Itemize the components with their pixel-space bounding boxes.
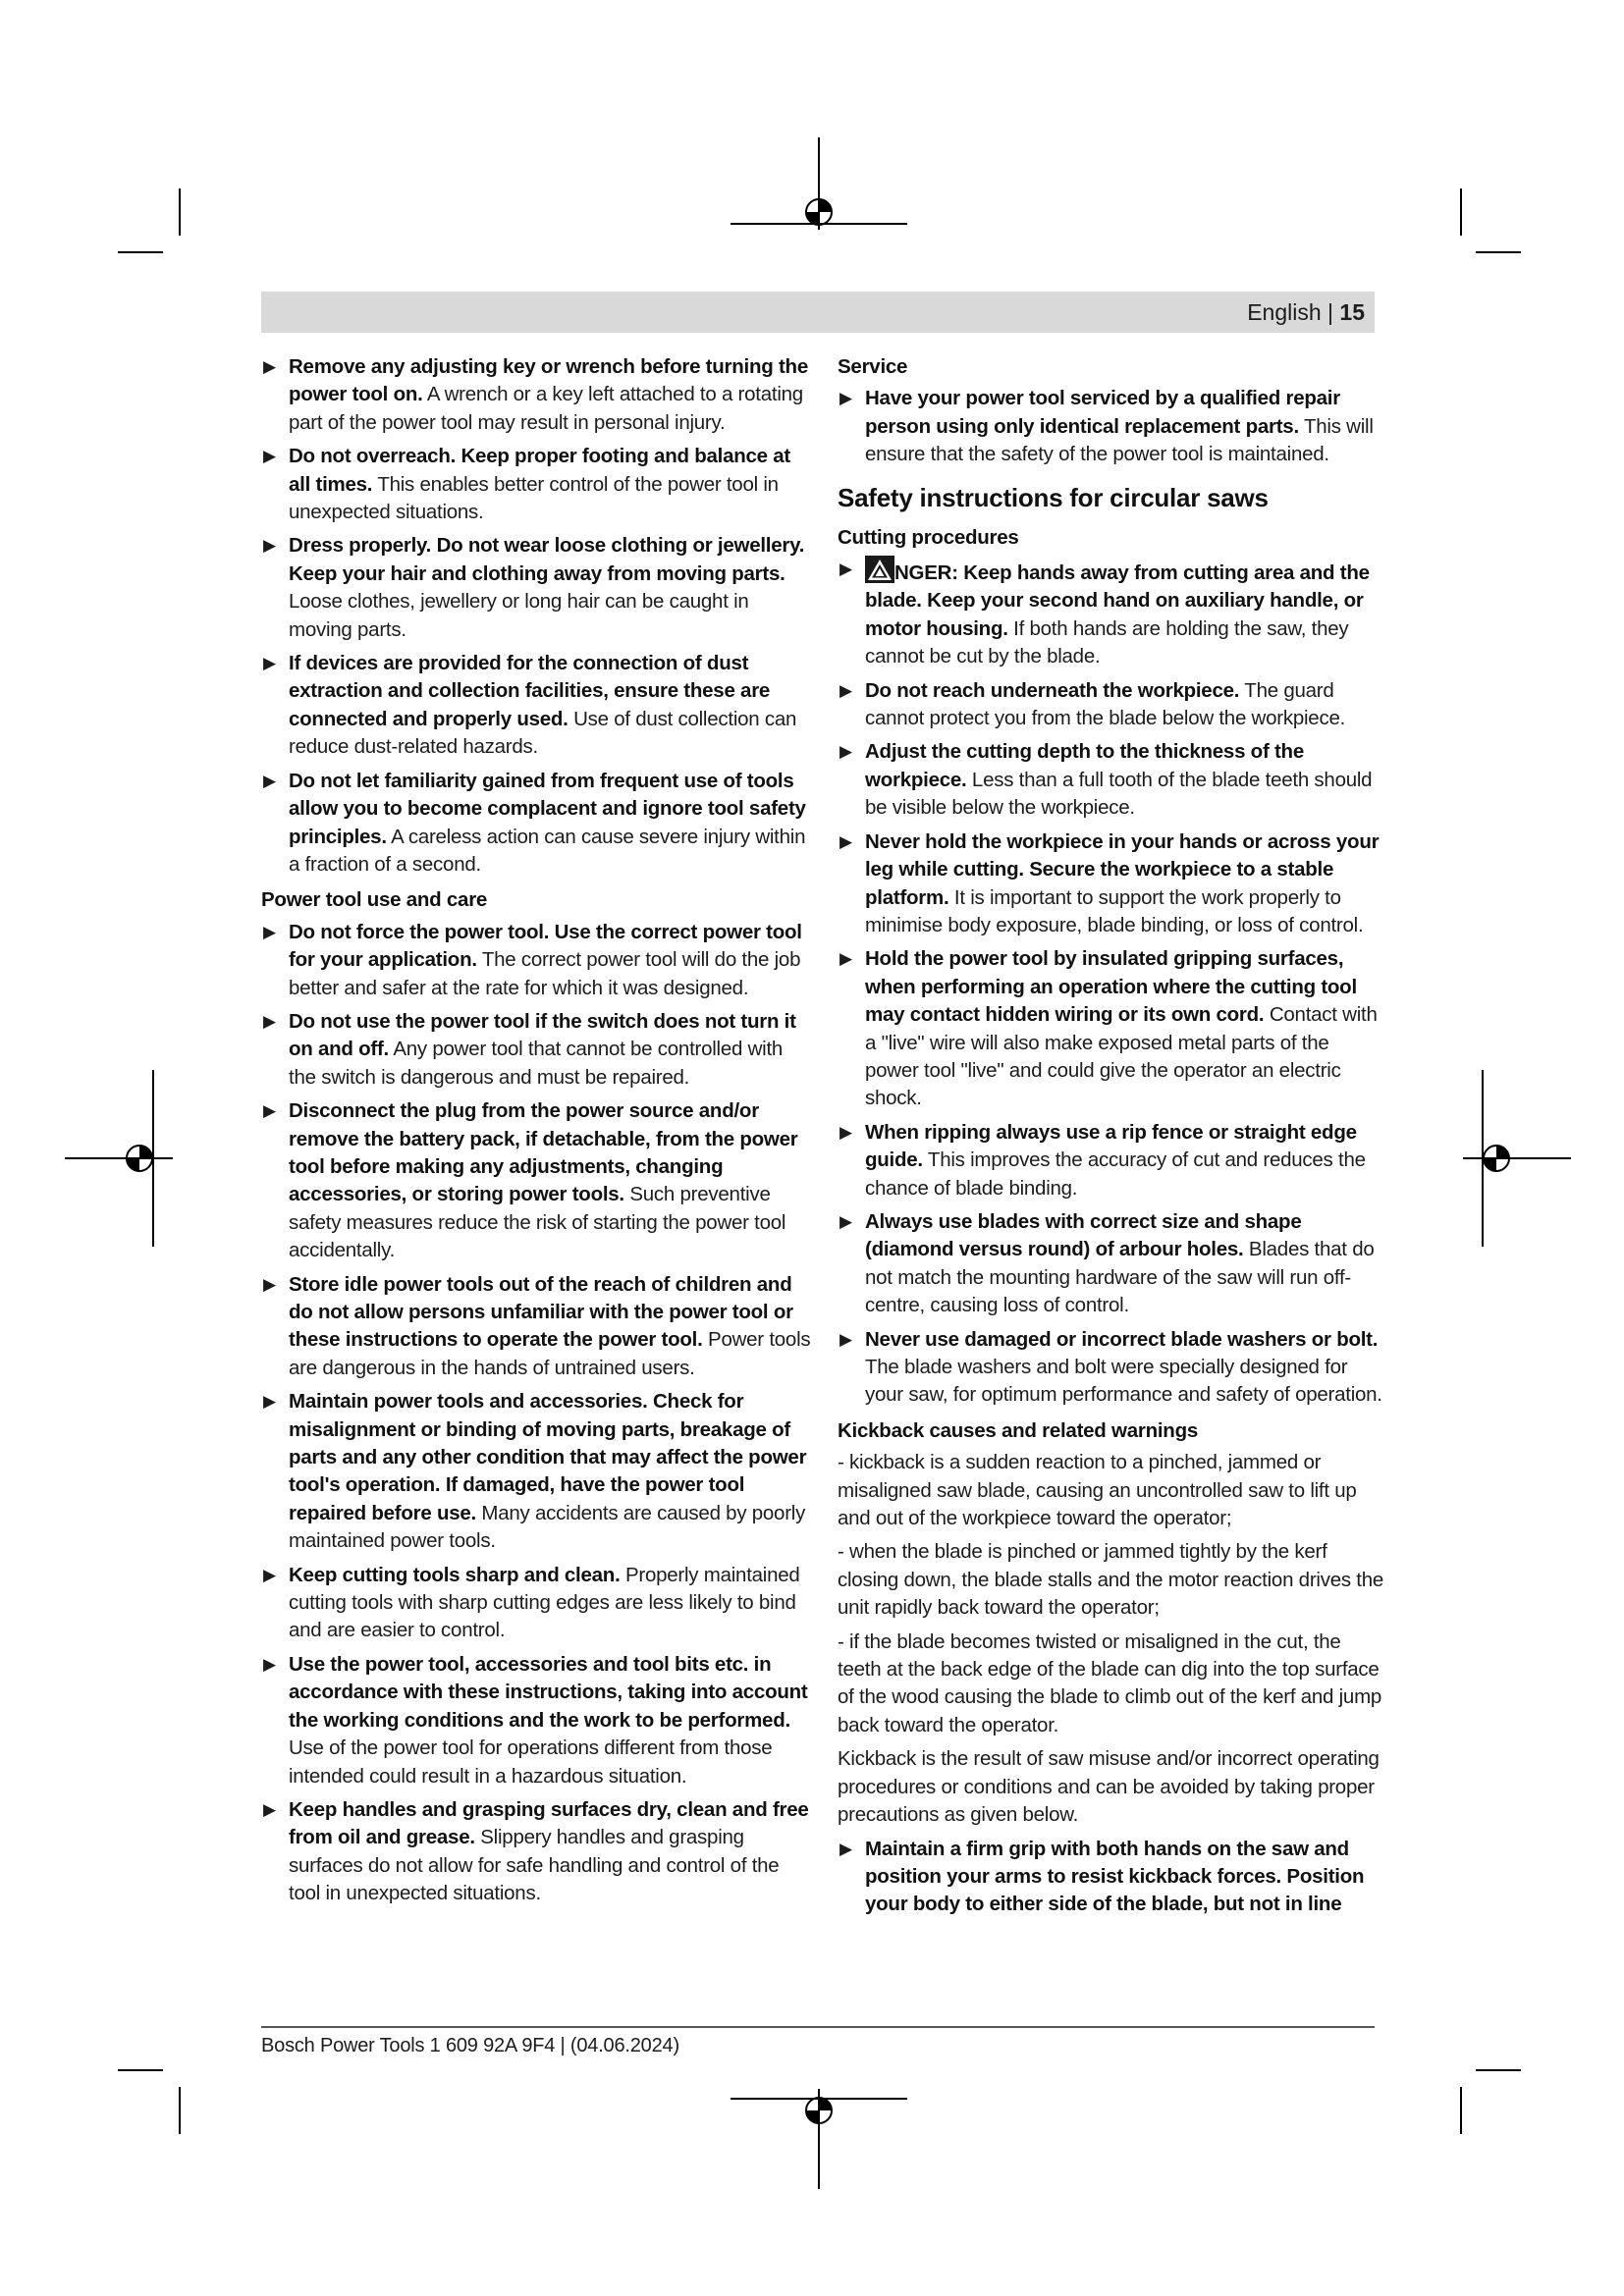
danger-item bbox=[838, 556, 1385, 671]
service-items bbox=[838, 385, 1385, 468]
list-item bbox=[261, 1562, 811, 1645]
crop-mark bbox=[179, 188, 181, 236]
bullet-arrow-icon: ▶ bbox=[263, 1011, 276, 1031]
registration-mark-icon bbox=[731, 137, 907, 241]
crop-mark bbox=[1476, 251, 1521, 253]
bullet-arrow-icon: ▶ bbox=[839, 560, 852, 579]
header-text: English | 15 bbox=[1247, 299, 1365, 325]
bullet-arrow-icon: ▶ bbox=[839, 1122, 852, 1142]
list-item bbox=[261, 353, 811, 437]
item-text: The guard cannot protect you from the blade below the workpiece. bbox=[865, 678, 1346, 730]
bullet-arrow-icon: ▶ bbox=[263, 1799, 276, 1819]
kickback-paragraphs bbox=[838, 1449, 1385, 1829]
item-text: This will ensure that the safety of the power tool is maintained. bbox=[865, 414, 1374, 466]
crop-mark bbox=[118, 251, 163, 253]
list-item bbox=[261, 919, 811, 1002]
item-bold-text: Do not force the power tool. Use the correct power tool for your application. bbox=[289, 920, 802, 972]
bullet-arrow-icon: ▶ bbox=[263, 447, 276, 466]
list-item bbox=[838, 1119, 1385, 1202]
list-item bbox=[838, 828, 1385, 940]
item-text: This enables better control of the power tool in unexpected situations. bbox=[289, 472, 779, 524]
crop-mark bbox=[1476, 2069, 1521, 2071]
list-item bbox=[261, 1796, 811, 1908]
list-item bbox=[838, 385, 1385, 468]
item-bold-text: Use the power tool, accessories and tool bits etc. in accordance with these instructions, taking into account the working conditions and the work to be performed. bbox=[289, 1652, 808, 1732]
item-text: Properly maintained cutting tools with sharp cutting edges are less likely to bind and are easier to control. bbox=[289, 1563, 800, 1642]
item-bold-text: If devices are provided for the connection of dust extraction and collection facilities, ensure these are connected and properly used. bbox=[289, 652, 771, 730]
item-bold-text: Hold the power tool by insulated gripping surfaces, when performing an operation where the cutting tool may contact hidden wiring or its own cord. bbox=[865, 947, 1357, 1027]
subheading-kickback: Kickback causes and related warnings bbox=[838, 1418, 1198, 1442]
item-text: Use of the power tool for operations different from those intended could result in a hazardous situation. bbox=[289, 1736, 773, 1788]
item-text: Loose clothes, jewellery or long hair can be caught in moving parts. bbox=[289, 590, 749, 641]
bullet-arrow-icon: ▶ bbox=[839, 1211, 852, 1231]
list-item bbox=[261, 532, 811, 644]
item-bold-text: Keep cutting tools sharp and clean. bbox=[289, 1563, 621, 1586]
item-bold-text: Do not use the power tool if the switch does not turn it on and off. bbox=[289, 1009, 796, 1061]
right-column bbox=[838, 353, 1385, 1925]
header-language: English bbox=[1247, 299, 1322, 325]
footer-text: Bosch Power Tools 1 609 92A 9F4 | (04.06.2024) bbox=[261, 2035, 679, 2056]
bullet-arrow-icon: ▶ bbox=[263, 1654, 276, 1674]
bullet-arrow-icon: ▶ bbox=[263, 536, 276, 556]
paragraph: - kickback is a sudden reaction to a pinched, jammed or misaligned saw blade, causing an uncontrolled saw to lift up and out of the workpiece toward the operator; bbox=[838, 1451, 1357, 1530]
item-text: Many accidents are caused by poorly maintained power tools. bbox=[289, 1501, 806, 1553]
item-text: Such preventive safety measures reduce the risk of starting the power tool accidentally. bbox=[289, 1183, 786, 1262]
page-number: 15 bbox=[1339, 299, 1365, 325]
item-bold-text: Maintain power tools and accessories. Check for misalignment or binding of moving parts, breakage of parts and any other condition that may affect the power tool's operation. If damaged, have the power tool repaired before use. bbox=[289, 1390, 807, 1524]
bullet-arrow-icon: ▶ bbox=[263, 654, 276, 673]
left-column bbox=[261, 353, 811, 1914]
bullet-arrow-icon: ▶ bbox=[263, 357, 276, 376]
list-item bbox=[838, 677, 1385, 733]
list-item bbox=[838, 945, 1385, 1112]
item-bold-text: Do not overreach. Keep proper footing and balance at all times. bbox=[289, 445, 790, 496]
subheading-cutting: Cutting procedures bbox=[838, 525, 1019, 549]
crop-mark bbox=[118, 2069, 163, 2071]
item-bold-text: Maintain a firm grip with both hands on the saw and position your arms to resist kickback forces. Position your body to either side of the blade, but not in line bbox=[865, 1837, 1365, 1916]
bullet-arrow-icon: ▶ bbox=[263, 1392, 276, 1412]
item-text: Use of dust collection can reduce dust-related hazards. bbox=[289, 707, 797, 759]
paragraph: - when the blade is pinched or jammed tightly by the kerf closing down, the blade stalls and the motor reaction drives the unit rapidly back toward the operator; bbox=[838, 1540, 1384, 1620]
list-item bbox=[261, 650, 811, 762]
bullet-arrow-icon: ▶ bbox=[839, 1839, 852, 1858]
bullet-arrow-icon: ▶ bbox=[263, 1101, 276, 1121]
cutting-items bbox=[838, 677, 1385, 1410]
item-text: The blade washers and bolt were specially designed for your saw, for optimum performance and safety of operation. bbox=[865, 1356, 1382, 1407]
item-bold-text: Never use damaged or incorrect blade washers or bolt. bbox=[865, 1327, 1379, 1351]
item-bold-text: Disconnect the plug from the power source and/or remove the battery pack, if detachable, from the power tool before making any adjustments, changing accessories, or storing power tools. bbox=[289, 1099, 798, 1206]
subheading-service: Service bbox=[838, 355, 908, 378]
item-bold-text: Store idle power tools out of the reach of children and do not allow persons unfamiliar with the power tool or these instructions to operate the power tool. bbox=[289, 1272, 793, 1352]
crop-mark bbox=[179, 2087, 181, 2134]
list-item bbox=[261, 1651, 811, 1790]
danger-bold: NGER: Keep hands away from cutting area and the blade. Keep your second hand on auxiliary handle, or motor housing. bbox=[865, 561, 1370, 640]
item-text: Power tools are dangerous in the hands of untrained users. bbox=[289, 1328, 811, 1379]
item-text: It is important to support the work properly to minimise body exposure, blade binding, or loss of control. bbox=[865, 885, 1364, 936]
item-bold-text: Dress properly. Do not wear loose clothing or jewellery. Keep your hair and clothing away from moving parts. bbox=[289, 534, 805, 585]
registration-mark-icon bbox=[65, 1070, 173, 1247]
item-bold-text: When ripping always use a rip fence or straight edge guide. bbox=[865, 1120, 1357, 1172]
crop-mark bbox=[1460, 188, 1462, 236]
last-items bbox=[838, 1836, 1385, 1919]
item-bold-text: Never hold the workpiece in your hands or across your leg while cutting. Secure the workpiece to a stable platform. bbox=[865, 829, 1380, 909]
page-header bbox=[261, 292, 1375, 333]
item-bold-text: Always use blades with correct size and shape (diamond versus round) of arbour holes. bbox=[865, 1209, 1302, 1261]
item-bold-text: Adjust the cutting depth to the thickness of the workpiece. bbox=[865, 740, 1304, 791]
list-item bbox=[838, 1208, 1385, 1320]
item-text: The correct power tool will do the job better and safer at the rate for which it was designed. bbox=[289, 948, 801, 999]
item-text: A careless action can cause severe injury within a fraction of a second. bbox=[289, 825, 806, 876]
item-bold-text: Keep handles and grasping surfaces dry, clean and free from oil and grease. bbox=[289, 1797, 809, 1849]
list-item bbox=[261, 1008, 811, 1092]
item-bold-text: Remove any adjusting key or wrench before turning the power tool on. bbox=[289, 355, 808, 406]
list-item bbox=[261, 443, 811, 526]
bullet-arrow-icon: ▶ bbox=[839, 389, 852, 408]
list-item bbox=[261, 1271, 811, 1383]
registration-mark-icon bbox=[731, 2081, 907, 2189]
list-item bbox=[838, 738, 1385, 822]
bullet-arrow-icon: ▶ bbox=[263, 1565, 276, 1584]
item-text: Less than a full tooth of the blade teeth should be visible below the workpiece. bbox=[865, 768, 1373, 820]
list-item bbox=[261, 1097, 811, 1264]
item-bold-text: Do not reach underneath the workpiece. bbox=[865, 678, 1240, 702]
registration-mark-icon bbox=[1463, 1070, 1571, 1247]
bullet-arrow-icon: ▶ bbox=[263, 922, 276, 941]
item-bold-text: Have your power tool serviced by a qualified repair person using only identical replacement parts. bbox=[865, 387, 1340, 438]
danger-text: If both hands are holding the saw, they cannot be cut by the blade. bbox=[865, 616, 1349, 668]
item-bold-text: Do not let familiarity gained from frequent use of tools allow you to become complacent and ignore tool safety principles. bbox=[289, 769, 806, 848]
bullet-arrow-icon: ▶ bbox=[839, 742, 852, 762]
bullet-arrow-icon: ▶ bbox=[263, 1274, 276, 1294]
list-item bbox=[838, 1836, 1385, 1919]
list-item bbox=[838, 1326, 1385, 1410]
paragraph: - if the blade becomes twisted or misaligned in the cut, the teeth at the back edge of the blade can dig into the top surface of the wood causing the blade to climb out of the kerf and jump back toward the operator. bbox=[838, 1629, 1382, 1736]
item-text: Any power tool that cannot be controlled with the switch is dangerous and must be repaired. bbox=[289, 1038, 784, 1089]
item-text: This improves the accuracy of cut and reduces the chance of blade binding. bbox=[865, 1148, 1366, 1200]
list-item bbox=[261, 768, 811, 880]
item-text: Contact with a "live" wire will also make exposed metal parts of the power tool "live" and could give the operator an electric shock. bbox=[865, 1003, 1378, 1110]
bullet-arrow-icon: ▶ bbox=[839, 831, 852, 851]
paragraph: Kickback is the result of saw misuse and/or incorrect operating procedures or conditions and can be avoided by taking proper precautions as given below. bbox=[838, 1747, 1380, 1827]
warning-icon bbox=[865, 556, 894, 583]
section-title: Safety instructions for circular saws bbox=[838, 482, 1269, 512]
left-items-care bbox=[261, 919, 811, 1908]
subheading-power-tool-use: Power tool use and care bbox=[261, 888, 488, 912]
list-item bbox=[261, 1388, 811, 1555]
bullet-arrow-icon: ▶ bbox=[839, 1329, 852, 1349]
footer-divider bbox=[261, 2026, 1375, 2028]
crop-mark bbox=[1460, 2087, 1462, 2134]
item-text: Slippery handles and grasping surfaces do not allow for safe handling and control of the tool in unexpected situations. bbox=[289, 1826, 780, 1905]
bullet-arrow-icon: ▶ bbox=[839, 680, 852, 700]
bullet-arrow-icon: ▶ bbox=[839, 949, 852, 969]
left-items-top bbox=[261, 353, 811, 879]
bullet-arrow-icon: ▶ bbox=[263, 771, 276, 790]
item-text: Blades that do not match the mounting hardware of the saw will run off-centre, causing loss of control. bbox=[865, 1238, 1375, 1317]
item-text: A wrench or a key left attached to a rotating part of the power tool may result in personal injury. bbox=[289, 383, 803, 434]
